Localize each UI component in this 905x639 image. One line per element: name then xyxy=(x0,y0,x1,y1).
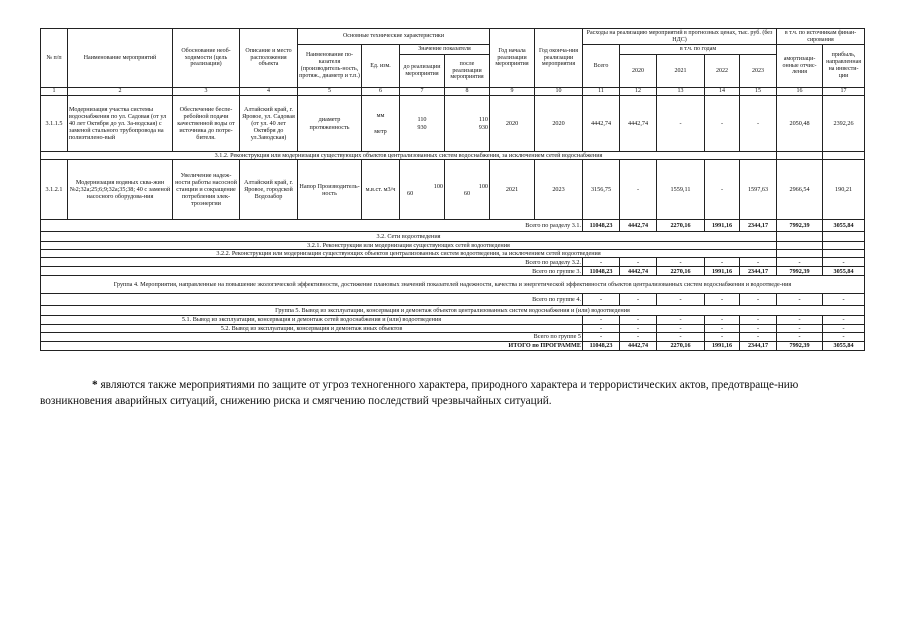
total-2021: 2270,16 xyxy=(657,267,705,276)
hdr-after: после реализации мероприятия xyxy=(445,55,490,88)
hdr-2022: 2022 xyxy=(705,55,740,88)
total-amort: - xyxy=(777,294,823,306)
row-total: 3156,75 xyxy=(583,160,620,220)
unit-mm: мм xyxy=(376,112,385,120)
before-value: 100 xyxy=(433,182,443,190)
total-2020: 4442,74 xyxy=(620,267,657,276)
hdr-total: Всего xyxy=(583,45,620,88)
total-2022: - xyxy=(705,258,740,267)
row-before xyxy=(400,96,445,152)
row-name: Модернизация участка системы водоснабжения по ул. Садовая (от ул 40 лет Октября до ул. За-водская) с заменой стального трубопровода на полиэтилено-вый xyxy=(68,96,173,152)
total-row-group-3 xyxy=(41,267,865,276)
after-value: 100 xyxy=(478,182,488,190)
row-indicator: Напор Производитель-ность xyxy=(298,160,362,220)
total-2021: 2270,16 xyxy=(657,341,705,350)
total-2023: - xyxy=(740,332,777,341)
col-number: 16 xyxy=(777,88,823,96)
row-name: Модернизация водяных сква-жин №2;32а;25;6;9;32а;35;38; 40 с заменой насосного оборудова-ния xyxy=(68,160,173,220)
row-end: 2020 xyxy=(535,96,583,152)
col-number: 15 xyxy=(740,88,777,96)
row-profit: 190,21 xyxy=(823,160,865,220)
total-amort: 7992,39 xyxy=(777,341,823,350)
hdr-end-year: Год оконча-ния реализации мероприятия xyxy=(535,29,583,88)
total-profit: - xyxy=(823,258,865,267)
total-2020: - xyxy=(620,332,657,341)
section-row: 5.2. Вывод из эксплуатации, консервация и демонтаж иных объектов - - - - - - - xyxy=(41,324,865,332)
row-amort: 2050,48 xyxy=(777,96,823,152)
total-amort: 7992,39 xyxy=(777,220,823,232)
column-number-row xyxy=(41,88,865,96)
col-number: 14 xyxy=(705,88,740,96)
section-row xyxy=(41,232,865,242)
col-number: 17 xyxy=(823,88,865,96)
unit-meter: метр xyxy=(374,127,387,135)
footnote-text: являются также мероприятиями по защите от угроз техногенного характера, природного характера и террористических актов, предотвраще-нию возникновения аварийных ситуаций, снижению риска и смягчению последствий чрезвычайных ситуаций. xyxy=(40,379,799,407)
before-value: 110 xyxy=(417,116,427,124)
total-value: 11048,23 xyxy=(583,220,620,232)
section-3-1-2-label: 3.1.2. Реконструкция или модернизация существующих объектов централизованных систем водоснабжения, за исключением сетей водоснабжения xyxy=(41,152,777,160)
total-2020: 4442,74 xyxy=(620,220,657,232)
col-number: 8 xyxy=(445,88,490,96)
indicator-length: протяженность xyxy=(309,123,350,131)
total-2023: 2344,17 xyxy=(740,341,777,350)
total-amort: 7992,39 xyxy=(777,267,823,276)
col-number: 3 xyxy=(173,88,240,96)
row-id: 3.1.1.5 xyxy=(41,96,68,152)
group-5-label: Группа 5. Вывод из эксплуатации, консервация и демонтаж объектов централизованных систем водоснабжения и (или) водоотведения xyxy=(41,306,865,316)
row-2022: - xyxy=(705,96,740,152)
hdr-cost-group: Расходы на реализацию мероприятий в прогнозных ценах, тыс. руб. (без НДС) xyxy=(583,29,777,45)
indicator-diameter: диаметр xyxy=(318,116,341,124)
row-2023: - xyxy=(740,96,777,152)
total-2020: - xyxy=(620,258,657,267)
total-2021: - xyxy=(657,332,705,341)
total-row-group-4 xyxy=(41,294,865,306)
row-indicator xyxy=(298,96,362,152)
total-value: 11048,23 xyxy=(583,341,620,350)
col-number: 2 xyxy=(68,88,173,96)
total-2021: 2270,16 xyxy=(657,220,705,232)
row-reason: Увеличение надеж-ности работы насосной станции и сокращение потребления элек-троэнергии xyxy=(173,160,240,220)
total-label: Всего по группе 5 xyxy=(41,332,583,341)
row-start: 2020 xyxy=(490,96,535,152)
total-2022: - xyxy=(705,294,740,306)
section-3-2-label: 3.2. Сети водоотведения xyxy=(41,232,777,242)
investment-program-table xyxy=(40,28,865,351)
section-5-2-label: 5.2. Вывод из эксплуатации, консервация и демонтаж иных объектов xyxy=(41,324,583,332)
row-total: 4442,74 xyxy=(583,96,620,152)
row-before xyxy=(400,160,445,220)
total-row-3-1 xyxy=(41,220,865,232)
row-2020: 4442,74 xyxy=(620,96,657,152)
total-label: Всего по разделу 3.2. xyxy=(41,258,583,267)
row-2022: - xyxy=(705,160,740,220)
total-profit: 3055,84 xyxy=(823,267,865,276)
col-number: 5 xyxy=(298,88,362,96)
footnote-star: * xyxy=(92,379,98,391)
total-profit: 3055,84 xyxy=(823,341,865,350)
after-value: 60 xyxy=(463,189,471,197)
total-2023: - xyxy=(740,258,777,267)
row-2023: 1597,63 xyxy=(740,160,777,220)
hdr-tech-group: Основные технические характеристики xyxy=(298,29,490,45)
hdr-2023: 2023 xyxy=(740,55,777,88)
col-number: 9 xyxy=(490,88,535,96)
col-number: 11 xyxy=(583,88,620,96)
total-label: Всего по разделу 3.1. xyxy=(41,220,583,232)
row-unit: м.в.ст. м3/ч xyxy=(362,160,400,220)
total-2023: 2344,17 xyxy=(740,267,777,276)
section-row xyxy=(41,242,865,250)
row-2021: - xyxy=(657,96,705,152)
hdr-source-group: в т.ч. по источникам финан-сирования xyxy=(777,29,865,45)
hdr-amort: амортизаци-онные отчис-ления xyxy=(777,45,823,88)
footnote xyxy=(40,377,866,409)
hdr-2020: 2020 xyxy=(620,55,657,88)
hdr-before: до реализации мероприятия xyxy=(400,55,445,88)
total-amort: - xyxy=(777,332,823,341)
col-number: 6 xyxy=(362,88,400,96)
total-row-program xyxy=(41,341,865,350)
total-2022: 1991,16 xyxy=(705,267,740,276)
total-profit: 3055,84 xyxy=(823,220,865,232)
before-value: 930 xyxy=(417,123,427,131)
hdr-profit: прибыль, направленная на инвести-ции xyxy=(823,45,865,88)
row-after xyxy=(445,96,490,152)
after-value: 110 xyxy=(478,116,488,124)
table-row xyxy=(41,160,865,220)
hdr-place: Описание и место расположения объекта xyxy=(240,29,298,88)
hdr-unit: Ед. изм. xyxy=(362,45,400,88)
section-5-1-label: 5.1. Вывод из эксплуатации, консервация и демонтаж сетей водоснабжения и (или) водоотведения xyxy=(41,316,583,324)
total-row-group-5 xyxy=(41,332,865,341)
row-place: Алтайский край, г. Яровое, ул. Садовая (от ул. 40 лет Октября до ул.Заводская) xyxy=(240,96,298,152)
total-2020: - xyxy=(620,294,657,306)
after-value: 930 xyxy=(478,123,488,131)
total-2021: - xyxy=(657,258,705,267)
group-row xyxy=(41,276,865,294)
hdr-value-group: Значение показателя xyxy=(400,45,490,55)
total-2022: 1991,16 xyxy=(705,341,740,350)
row-reason: Обеспечение беспе-ребойной подачи качественной воды от источника до потре-бителя. xyxy=(173,96,240,152)
section-row xyxy=(41,152,865,160)
total-2022: 1991,16 xyxy=(705,220,740,232)
group-row xyxy=(41,306,865,316)
row-2020: - xyxy=(620,160,657,220)
col-number: 1 xyxy=(41,88,68,96)
program-total-label: ИТОГО по ПРОГРАММЕ xyxy=(41,341,583,350)
col-number: 7 xyxy=(400,88,445,96)
section-row xyxy=(41,250,865,258)
total-profit: - xyxy=(823,332,865,341)
section-row: 5.1. Вывод из эксплуатации, консервация и демонтаж сетей водоснабжения и (или) водоотведения - - - - - - - xyxy=(41,316,865,324)
total-2022: - xyxy=(705,332,740,341)
row-start: 2021 xyxy=(490,160,535,220)
total-2021: - xyxy=(657,294,705,306)
hdr-years-group: в т.ч. по годам xyxy=(620,45,777,55)
hdr-2021: 2021 xyxy=(657,55,705,88)
hdr-reason: Обоснование необ-ходимости (цель реализации) xyxy=(173,29,240,88)
total-value: - xyxy=(583,294,620,306)
section-3-2-1-label: 3.2.1. Реконструкция или модернизация существующих сетей водоотведения xyxy=(41,242,777,250)
total-label: Всего по группе 3. xyxy=(41,267,583,276)
total-value: 11048,23 xyxy=(583,267,620,276)
total-label: Всего по группе 4. xyxy=(41,294,583,306)
table-row xyxy=(41,96,865,152)
total-2020: 4442,74 xyxy=(620,341,657,350)
row-profit: 2392,26 xyxy=(823,96,865,152)
hdr-start-year: Год начала реализации мероприятия xyxy=(490,29,535,88)
col-number: 4 xyxy=(240,88,298,96)
total-amort: - xyxy=(777,258,823,267)
total-row-3-2 xyxy=(41,258,865,267)
total-profit: - xyxy=(823,294,865,306)
row-2021: 1559,11 xyxy=(657,160,705,220)
row-end: 2023 xyxy=(535,160,583,220)
row-unit xyxy=(362,96,400,152)
row-after xyxy=(445,160,490,220)
row-amort: 2966,54 xyxy=(777,160,823,220)
row-place: Алтайский край, г. Яровое, городской Водозабор xyxy=(240,160,298,220)
col-number: 10 xyxy=(535,88,583,96)
col-number: 13 xyxy=(657,88,705,96)
total-2023: 2344,17 xyxy=(740,220,777,232)
hdr-name: Наименование мероприятий xyxy=(68,29,173,88)
section-3-2-2-label: 3.2.2. Реконструкция или модернизация существующих объектов централизованных систем водоотведения, за исключением сетей водоотведения xyxy=(41,250,777,258)
total-value: - xyxy=(583,332,620,341)
total-value: - xyxy=(583,258,620,267)
group-4-label: Группа 4. Мероприятия, направленные на повышение экологической эффективности, достижение плановых значений показателей надежности, качества и энергетической эффективности объектов централизованных систем водоснабжения и водоотведе-ния xyxy=(41,276,865,294)
before-value: 60 xyxy=(407,189,414,197)
col-number: 12 xyxy=(620,88,657,96)
total-2023: - xyxy=(740,294,777,306)
row-id: 3.1.2.1 xyxy=(41,160,68,220)
hdr-indicator: Наименование по-казателя (производитель-ность, протяж., диаметр и т.п.) xyxy=(298,45,362,88)
hdr-number: № п/п xyxy=(41,29,68,88)
